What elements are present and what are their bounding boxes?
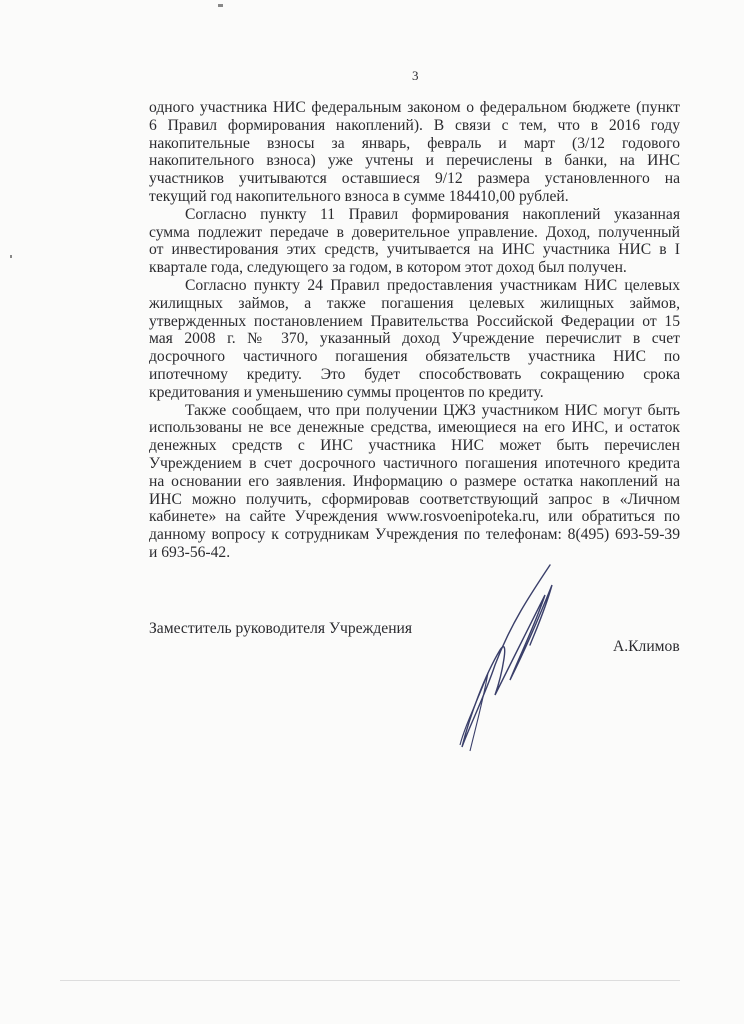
paragraph [149,402,680,562]
text-line: кабинете» на сайте Учреждения www.rosvoenipoteka.ru, или обратиться по [149,508,680,526]
text-line: кредитования и уменьшению суммы процентов по кредиту. [149,383,544,401]
text-line: данному вопросу к сотрудникам Учреждения по телефонам: 8(495) 693-59-39 [149,526,680,544]
text-line: ИНС можно получить, сформировав соответствующий запрос в «Личном [149,490,680,508]
scan-edge [60,980,680,981]
text-line: текущий год накопительного взноса в сумме 184410,00 рублей. [149,187,569,205]
text-line: накопительного взноса) уже учтены и перечислены в банки, на ИНС [149,152,680,170]
text-line: на основании его заявления. Информацию о размере остатка накоплений на [149,472,680,490]
text-line: участников учитываются оставшиеся 9/12 размера установленного на [149,170,680,188]
paragraph [149,206,680,277]
text-line: досрочного частичного погашения обязательств участника НИС по [149,348,680,366]
text-line: использованы не все денежные средства, имеющиеся на его ИНС, и остаток [149,419,680,437]
text-line: мая 2008 г. № 370, указанный доход Учреждение перечислит в счет [149,330,680,348]
text-line: Согласно пункту 24 Правил предоставления участникам НИС целевых [185,276,680,294]
text-line: Учреждением в счет досрочного частичного погашения ипотечного кредита [149,454,680,472]
text-line: денежных средств с ИНС участника НИС может быть перечислен [149,437,680,455]
paragraph [149,99,680,206]
text-line: одного участника НИС федеральным законом о федеральном бюджете (пункт [149,99,680,116]
text-line: квартале года, следующего за годом, в котором этот доход был получен. [149,259,627,277]
text-line: и 693-56-42. [149,543,231,561]
scan-speck [218,4,223,7]
handwritten-signature [440,555,580,755]
text-line: Согласно пункту 11 Правил формирования накоплений указанная [185,205,680,223]
paragraph [149,277,680,402]
scan-speck [10,255,12,258]
signatory-name: А.Климов [613,638,680,655]
text-line: накопительные взносы за январь, февраль и март (3/12 годового [149,134,680,152]
text-line: утвержденных постановлением Правительства Российской Федерации от 15 [149,312,680,330]
text-line: сумма подлежит передаче в доверительное управление. Доход, полученный [149,223,680,241]
text-line: от инвестирования этих средств, учитывается на ИНС участника НИС в I [149,241,680,259]
page-number: 3 [412,68,419,83]
letter-body [149,99,680,562]
text-line: 6 Правил формирования накоплений). В связи с тем, что в 2016 году [149,116,680,134]
text-line: ипотечному кредиту. Это будет способствовать сокращению срока [149,365,680,383]
signatory-position: Заместитель руководителя Учреждения [149,620,413,637]
text-line: жилищных займов, а также погашения целевых жилищных займов, [149,294,680,312]
text-line: Также сообщаем, что при получении ЦЖЗ участником НИС могут быть [185,401,680,419]
